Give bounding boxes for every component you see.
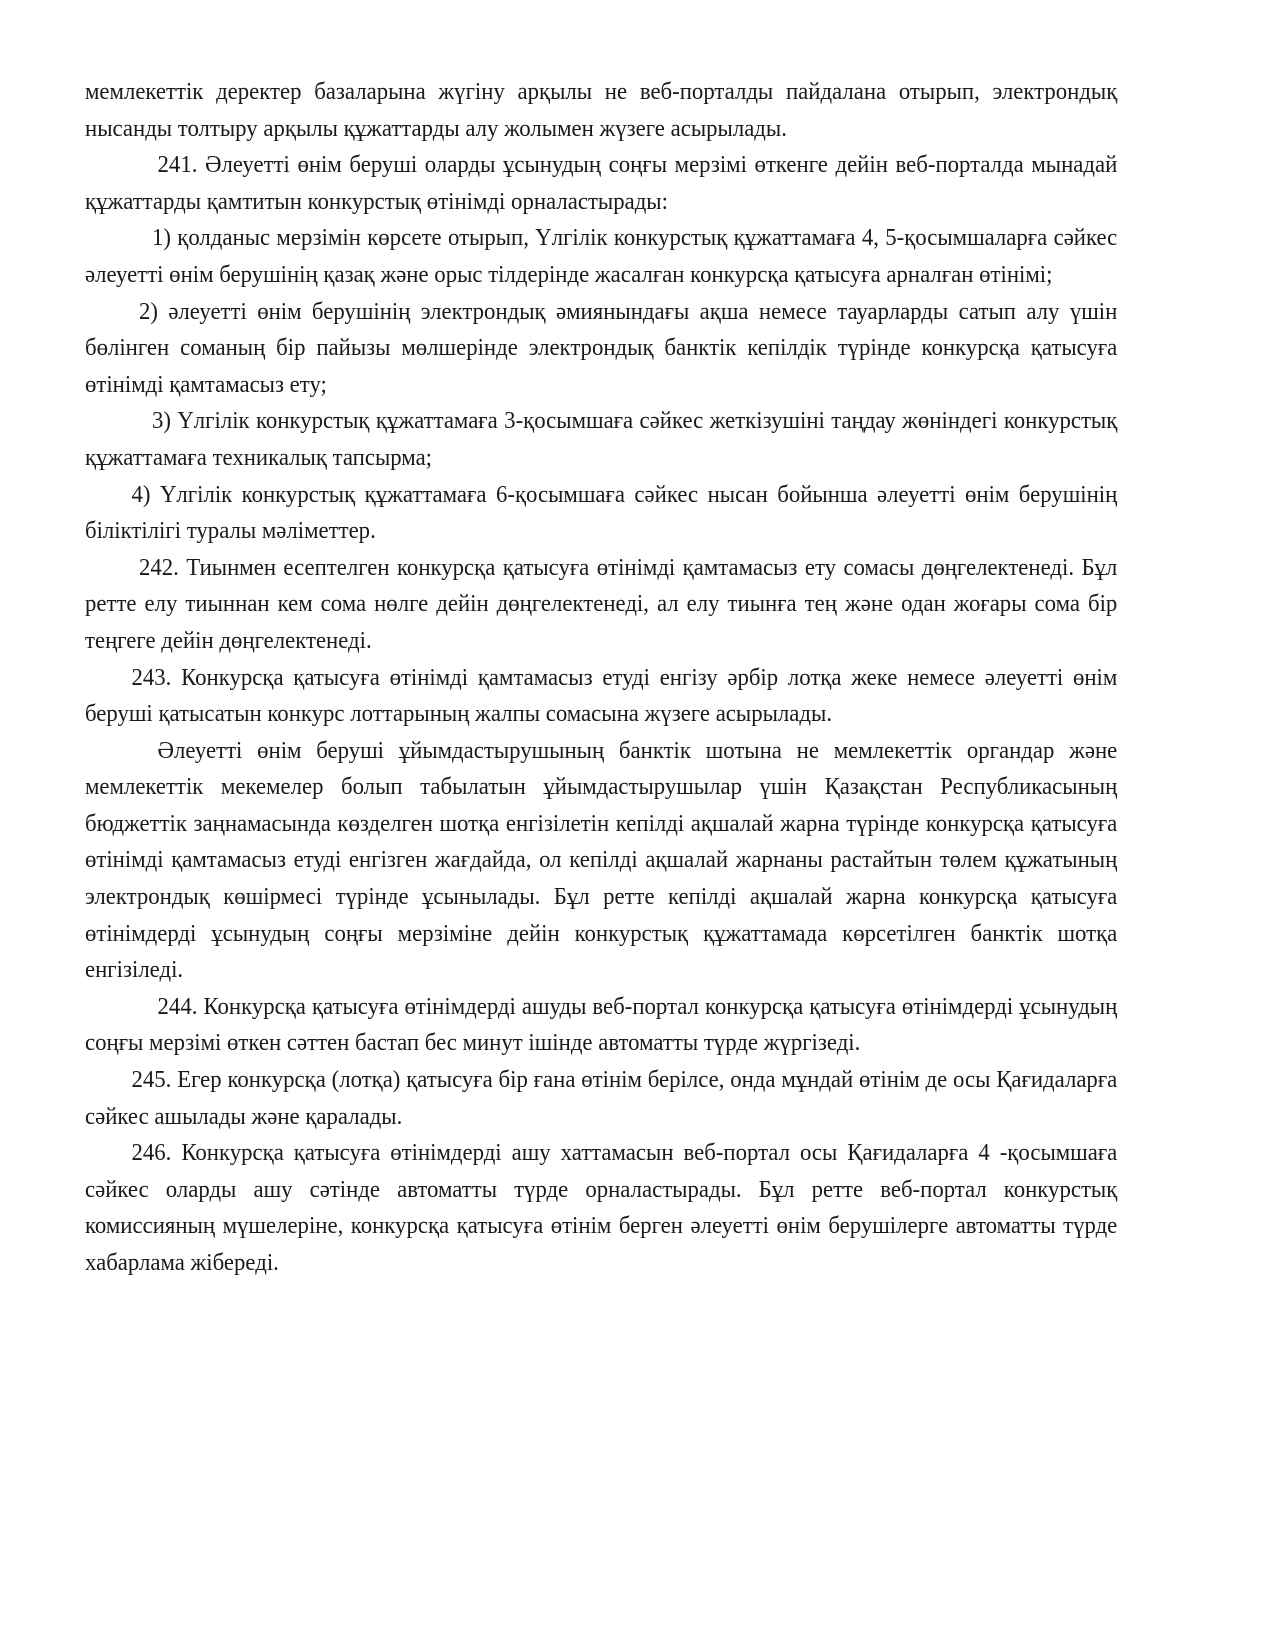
- paragraph-241-item-4: 4) Үлгілік конкурстық құжаттамаға 6-қосымшаға сәйкес нысан бойынша әлеуетті өнім берушінің біліктілігі туралы мәліметтер.: [85, 480, 1118, 545]
- paragraph-241-item-1: 1) қолданыс мерзімін көрсете отырып, Үлгілік конкурстық құжаттамаға 4, 5-қосымшаларға сәйкес әлеуетті өнім берушінің қазақ және орыс тілдерінде жасалған конкурсқа қатысуға арналған өтінімі;: [85, 224, 1118, 288]
- paragraph-241: 241. Әлеуетті өнім беруші оларды ұсынудың соңғы мерзімі өткенге дейін веб-порталда мынадай құжаттарды қамтитын конкурстық өтінімді орналастырады:: [85, 151, 1118, 215]
- paragraph-246: 246. Конкурсқа қатысуға өтінімдерді ашу хаттамасын веб-портал осы Қағидаларға 4 -қосымшаға сәйкес оларды ашу сәтінде автоматты түрде орналастырады. Бұл ретте веб-портал конкурстық комиссияның мүшелеріне, конкурсқа қатысуға өтінім берген әлеуетті өнім берушілерге автоматты түрде хабарлама жібереді.: [85, 1139, 1118, 1276]
- paragraph-241-item-2: 2) әлеуетті өнім берушінің электрондық әмиянындағы ақша немесе тауарларды сатып алу үшін бөлінген соманың бір пайызы мөлшерінде электрондық банктік кепілдік түрінде конкурсқа қатысуға өтінімді қамтамасыз ету;: [85, 297, 1118, 398]
- paragraph-243: 243. Конкурсқа қатысуға өтінімді қамтамасыз етуді енгізу әрбір лотқа жеке немесе әлеуетті өнім беруші қатысатын конкурс лоттарының жалпы сомасына жүзеге асырылады.: [85, 663, 1118, 728]
- paragraph-241-item-3: 3) Үлгілік конкурстық құжаттамаға 3-қосымшаға сәйкес жеткізушіні таңдау жөніндегі конкурстық құжаттамаға техникалық тапсырма;: [85, 407, 1118, 471]
- paragraph-243-continuation: Әлеуетті өнім беруші ұйымдастырушының банктік шотына не мемлекеттік органдар және мемлекеттік мекемелер болып табылатын ұйымдастырушылар үшін Қазақстан Республикасының бюджеттік заңнамасында көзделген шотқа енгізілетін кепілді ақшалай жарна түрінде конкурсқа қатысуға өтінімді қамтамасыз етуді енгізген жағдайда, ол кепілді ақшалай жарнаны растайтын төлем құжатының электрондық көшірмесі түрінде ұсынылады. Бұл ретте кепілді ақшалай жарна конкурсқа қатысуға өтінімдерді ұсынудың соңғы мерзіміне дейін конкурстық құжаттамада көрсетілген банктік шотқа енгізіледі.: [85, 736, 1118, 984]
- paragraph-244: 244. Конкурсқа қатысуға өтінімдерді ашуды веб-портал конкурсқа қатысуға өтінімдерді ұсынудың соңғы мерзімі өткен сәттен бастап бес минут ішінде автоматты түрде жүргізеді.: [85, 992, 1118, 1057]
- paragraph-242: 242. Тиынмен есептелген конкурсқа қатысуға өтінімді қамтамасыз ету сомасы дөңгелектенеді. Бұл ретте елу тиыннан кем сома нөлге дейін дөңгелектенеді, ал елу тиынға тең және одан жоғары сома бір теңгеге дейін дөңгелектенеді.: [85, 553, 1118, 654]
- paragraph-245: 245. Егер конкурсқа (лотқа) қатысуға бір ғана өтінім берілсе, онда мұндай өтінім де осы Қағидаларға сәйкес ашылады және қаралады.: [85, 1066, 1118, 1130]
- document-body: [85, 74, 1118, 1282]
- paragraph-continuation: мемлекеттік деректер базаларына жүгіну арқылы не веб-порталды пайдалана отырып, электрондық нысанды толтыру арқылы құжаттарды алу жолымен жүзеге асырылады.: [85, 78, 1118, 142]
